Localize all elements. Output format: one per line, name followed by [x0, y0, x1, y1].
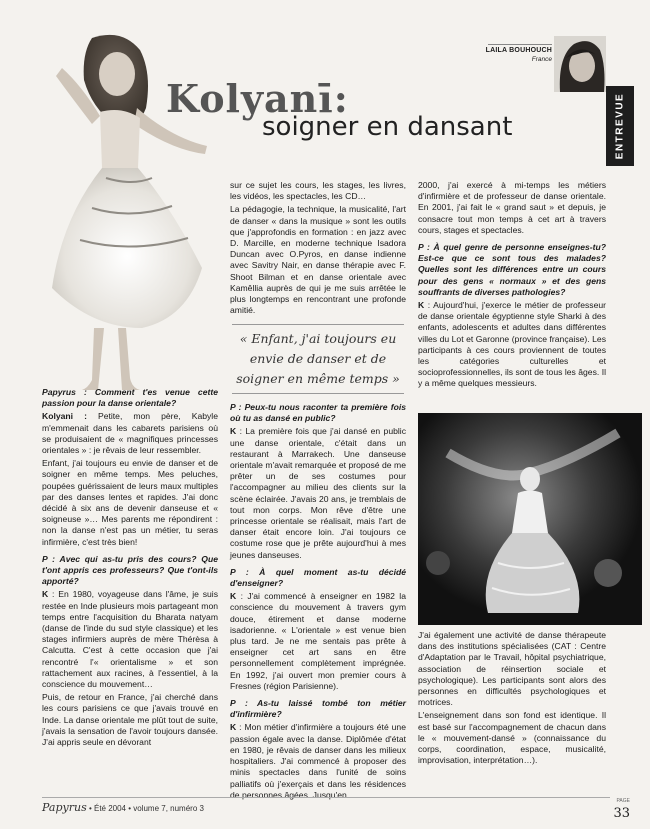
- column-3-para-3: L'enseignement dans son fond est identique. Il est basé sur l'accompagnement de chacun dans le « mouvement-dansé » (connaissance du corps, coordination, espace, musicalité, improvisation, interprétation…).: [418, 710, 606, 766]
- column-2-para-2: La pédagogie, la technique, la musicalité, l'art de danser « dans la musique » sont les outils que j'approfondis en formation : en jazz avec D. Marcille, en moderne technique Isadora Duncan avec O.Pyros, en danse indienne avec Savitry Nair, en danse thérapie avec F. Shoot Bilman et en danse orientale avec Kamêllia auprès de qui je me suis arrêtée le plus longtemps en rencontrant une profonde amitié.: [230, 204, 406, 316]
- question-4: P : À quel moment as-tu décidé d'enseigner?: [230, 566, 406, 589]
- article-subtitle: soigner en dansant: [262, 112, 513, 142]
- column-3-para-2: J'ai également une activité de danse thérapeute dans des institutions spécialisées (CAT : Centre d'Adaptation par le Travail, hôpital psychiatrique, association de réinsertion sociale et psychologique). Les participants sont alors des personnes en difficultés psychologiques et motrices.: [418, 630, 606, 708]
- author-place: France: [531, 56, 552, 63]
- question-3: P : Peux-tu nous raconter ta première fois où tu as dansé en public?: [230, 402, 406, 424]
- answer-2-para-2: Puis, de retour en France, j'ai cherché dans les cours parisiens ce que j'avais trouvé en Inde. La danse orientale me plût tout de suite, j'avais la sensation de l'avoir toujours dansée. J'ai appris seule en dévorant: [42, 692, 218, 748]
- speaker-label: K: [418, 300, 425, 311]
- question-6: P : À quel genre de personne enseignes-tu? Est-ce que ce sont tous des malades? Quelles sont les différences entre un cours pour des gens « normaux » et des gens souffrants de diverses pathologies?: [418, 242, 606, 297]
- performance-photo: [418, 413, 642, 625]
- column-3-para-1: 2000, j'ai exercé à mi-temps les métiers d'infirmière et de professeur de danse orientale. En 2001, j'ai fait le « grand saut » et depuis, je consacre tout mon temps à cet art à travers cours, stages et spectacles.: [418, 180, 606, 235]
- answer-text: : En 1980, voyageuse dans l'âme, je suis restée en Inde plusieurs mois partageant mon temps entre l'acquisition du Bharata natyam (danse de l'inde du sud style classique) et les stages infirmiers auprès de mère Thérèsa à Calcutta. C'est à cette occasion que j'ai rencontré l'« orientalisme » et son rattachement aux racines, à l'essentiel, à la conscience du mouvement…: [42, 589, 218, 690]
- footer-credit: [42, 801, 204, 814]
- column-3-bottom: [418, 630, 606, 768]
- pull-quote: [232, 324, 404, 394]
- speaker-label: K: [230, 722, 237, 733]
- article-title: Kolyanī:: [166, 76, 349, 121]
- issue-info: • Été 2004 • volume 7, numéro 3: [88, 804, 204, 813]
- answer-1-para-1: [42, 411, 218, 456]
- pull-quote-text: « Enfant, j'ai toujours eu envie de danser et de soigner en même temps »: [236, 331, 400, 386]
- answer-3: [230, 426, 406, 560]
- author-rule: [488, 44, 552, 45]
- answer-text: : Aujourd'hui, j'exerce le métier de professeur de danse orientale égyptienne style Sharki à des enfants, adolescents et adultes dans différentes villes du Lot et Garonne (province française). Les participants à ces cours proviennent de toutes les catégories culturelles et socioprofessionnelles, ils sont de tous les âges. Il y a même quelques messieurs.: [418, 300, 606, 389]
- answer-4: [230, 591, 406, 692]
- speaker-label: Kolyani :: [42, 411, 87, 422]
- speaker-label: K: [230, 426, 237, 437]
- question-1: Papyrus : Comment t'es venue cette passion pour la danse orientale?: [42, 387, 218, 409]
- footer-rule: [42, 797, 610, 798]
- column-3-top: [418, 180, 606, 392]
- answer-text: : J'ai commencé à enseigner en 1982 la conscience du mouvement à travers gym douce, étirement et danse moderne isadorienne. « L'orientale » est venue bien plus tard. Je ne me sentais pas prête à enseigner cet art sans en être personnellement complètement imprégnée. En 1992, j'ai ouvert mon premier cours à Fresnes (région Parisienne).: [230, 591, 406, 691]
- column-2-bottom: [230, 402, 406, 803]
- author-portrait: [554, 36, 606, 92]
- answer-5: [230, 722, 406, 800]
- speaker-label: K: [42, 589, 49, 600]
- speaker-label: K: [230, 591, 237, 602]
- section-tab-label: ENTREVUE: [614, 92, 626, 160]
- author-name: LAILA BOUHOUCH: [485, 47, 552, 54]
- column-1: [42, 387, 218, 750]
- page-label: PAGE: [616, 798, 630, 804]
- answer-text: : Mon métier d'infirmière a toujours été une passion égale avec la danse. Diplômée d'état en 1980, je rêvais de danser dans les milieux hospitaliers. J'ai commencé à proposer des minis spectacles dans l'unité de soins palliatifs où j'exerçais et dans les résidences de personnes âgées. Jusqu'en: [230, 722, 406, 800]
- question-5: P : As-tu laissé tombé ton métier d'infirmière?: [230, 698, 406, 720]
- answer-6: [418, 300, 606, 390]
- answer-2-para-1: [42, 589, 218, 690]
- page-number: 33: [613, 806, 630, 821]
- pull-quote-rule-bottom: [232, 393, 404, 394]
- page-number-block: [613, 798, 630, 822]
- column-2-top: [230, 180, 406, 318]
- section-tab: [606, 86, 634, 166]
- magazine-name: Papyrus: [42, 801, 87, 814]
- question-2: P : Avec qui as-tu pris des cours? Que t'ont appris ces professeurs? Que t'ont-ils apporté?: [42, 553, 218, 587]
- answer-text: : La première fois que j'ai dansé en public une danse orientale, c'était dans un restaurant à Marrakech. Une danseuse orientale m'avait remarquée et proposé de me prêter un de ses costumes pour l'accompagner au milieu des clients sur la scène éclairée. J'avais 20 ans, je tremblais de tout mon corps. Mon rêve d'être une princesse orientale se réalisait, mais l'art de danser était encore loin. J'ai toujours ce costume rose que je prête aujourd'hui à mes jeunes danseuses.: [230, 426, 406, 560]
- column-2-para-1: sur ce sujet les cours, les stages, les livres, les vidéos, les spectacles, les CD…: [230, 180, 406, 202]
- author-block: [485, 36, 608, 92]
- answer-1-para-2: Enfant, j'ai toujours eu envie de danser et de soigner en même temps. Mes peluches, poupées guérissaient de leurs maux multiples par des danses lentes et rapides. J'ai donc décidé à six ans de devenir danseuse et « soigneuse »… Mes parents me répondirent : non la danse n'est pas un métier, tu seras infirmière, c'est très bien!: [42, 458, 218, 547]
- answer-text: Petite, mon père, Kabyle m'emmenait dans les cabarets parisiens où se produisaient de « magnifiques princesses orientales » : je rêvais de leur ressembler.: [42, 411, 218, 456]
